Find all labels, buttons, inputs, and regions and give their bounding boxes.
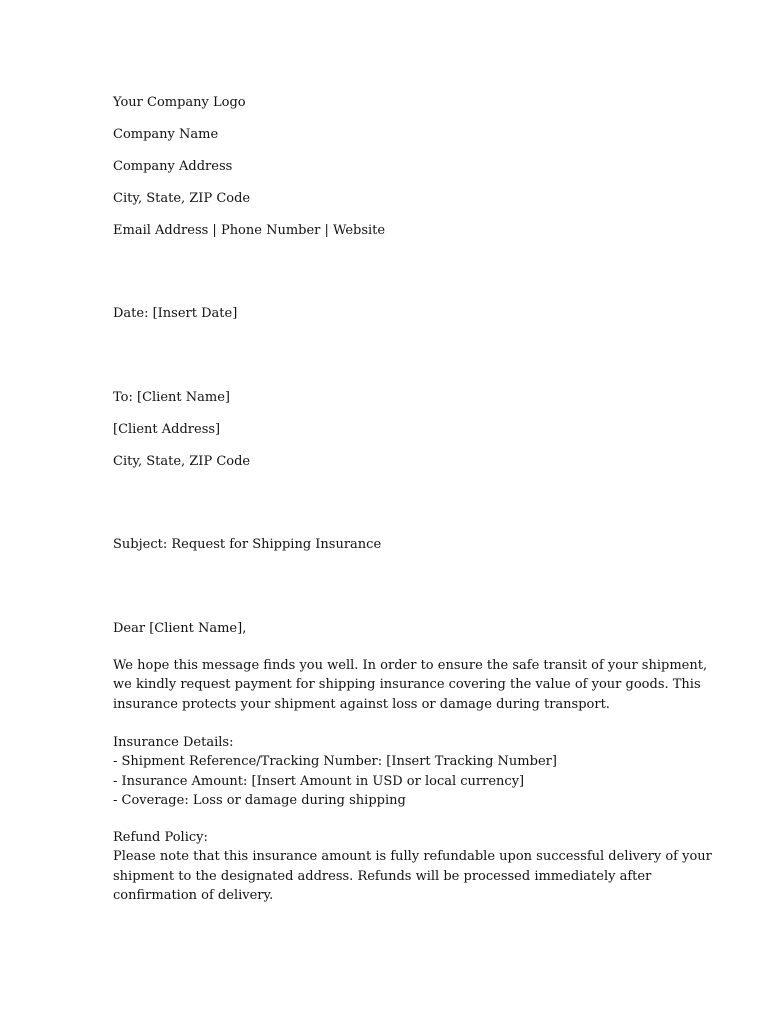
refund-policy-line: confirmation of delivery. [113, 887, 274, 903]
company-address: Company Address [113, 159, 233, 174]
salutation: Dear [Client Name], [113, 621, 247, 636]
letter-subject: Subject: Request for Shipping Insurance [113, 537, 382, 552]
insurance-detail-item: - Shipment Reference/Tracking Number: [Insert Tracking Number] [113, 754, 557, 770]
recipient-name: To: [Client Name] [113, 390, 230, 405]
intro-line: insurance protects your shipment against loss or damage during transport. [113, 696, 610, 712]
recipient-city-state-zip: City, State, ZIP Code [113, 454, 251, 469]
insurance-details-heading: Insurance Details: [113, 735, 234, 750]
intro-paragraph [113, 656, 707, 714]
company-name: Company Name [113, 127, 219, 142]
recipient-address: [Client Address] [113, 422, 221, 437]
refund-policy-line: shipment to the designated address. Refunds will be processed immediately after [113, 868, 652, 884]
insurance-detail-item: - Insurance Amount: [Insert Amount in USD or local currency] [113, 773, 525, 789]
refund-policy-heading: Refund Policy: [113, 830, 208, 845]
letter-date: Date: [Insert Date] [113, 306, 238, 321]
insurance-details-section [113, 733, 557, 810]
intro-line: We hope this message finds you well. In order to ensure the safe transit of your shipment, [113, 658, 708, 673]
company-logo-placeholder: Your Company Logo [113, 95, 246, 110]
refund-policy-line: Please note that this insurance amount is fully refundable upon successful delivery of your [113, 849, 712, 865]
company-contact: Email Address | Phone Number | Website [113, 223, 386, 238]
refund-policy-section [113, 828, 712, 905]
intro-line: we kindly request payment for shipping insurance covering the value of your goods. This [113, 677, 701, 693]
company-city-state-zip: City, State, ZIP Code [113, 191, 251, 206]
insurance-detail-item: - Coverage: Loss or damage during shipping [113, 792, 406, 808]
